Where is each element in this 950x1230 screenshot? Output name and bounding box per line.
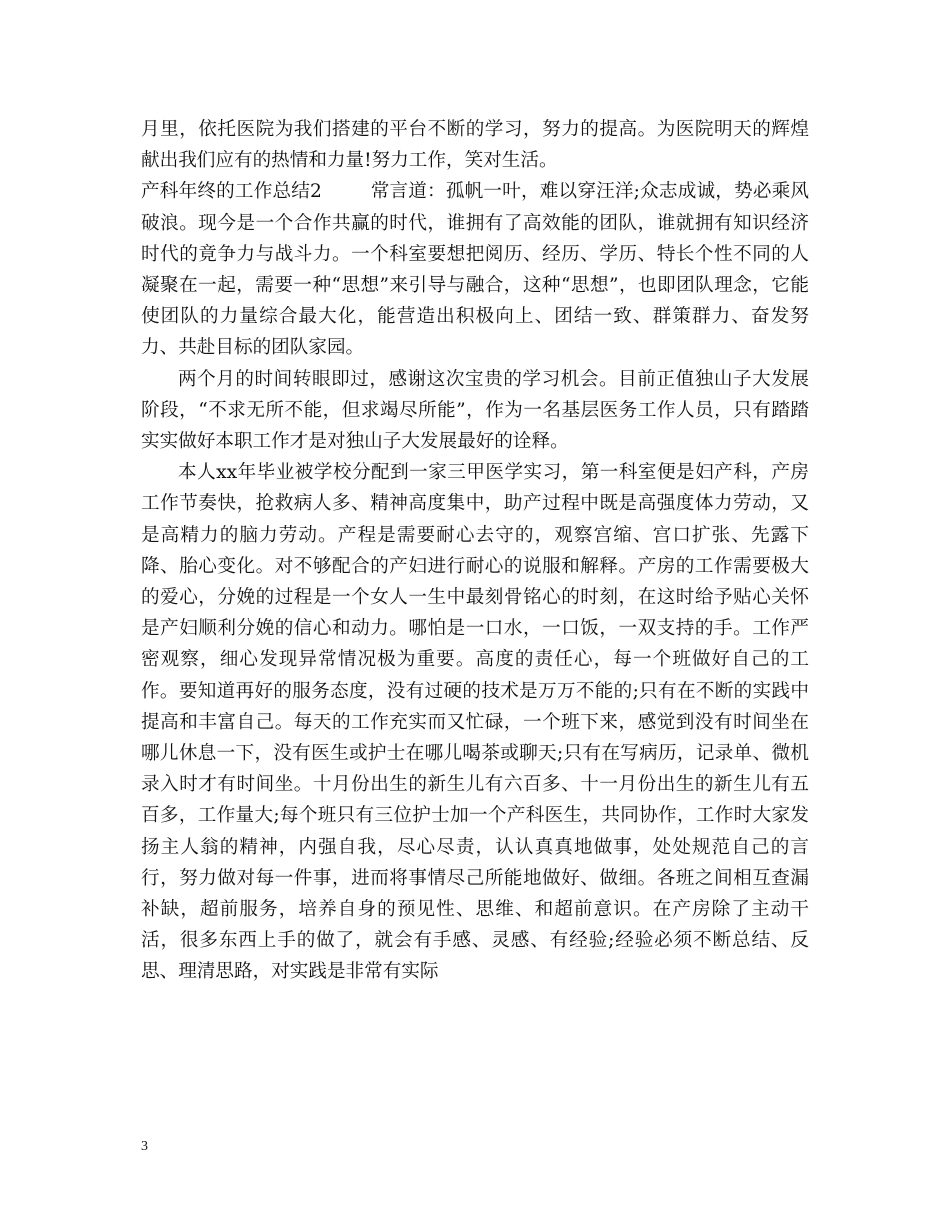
paragraph-3: 两个月的时间转眼即过，感谢这次宝贵的学习机会。目前正值独山子大发展阶段，“不求无所不能，但求竭尽所能”，作为一名基层医务工作人员，只有踏踏实实做好本职工作才是对独山子大发展最好的诠释。 [141, 368, 809, 453]
page-number: 3 [141, 1139, 148, 1154]
section-2-text: 常言道：孤帆一叶，难以穿汪洋;众志成诚，势必乘风破浪。现今是一个合作共赢的时代，谁拥有了高效能的团队，谁就拥有知识经济时代的竟争力与战斗力。一个科室要想把阅历、经历、学历、特长个性不同的人凝聚在一起，需要一种“思想”来引导与融合，这种“思想”，也即团队理念，它能使团队的力量综合最大化，能营造出积极向上、团结一致、群策群力、奋发努力、共赴目标的团队家园。 [141, 181, 809, 359]
paragraph-4: 本人xx年毕业被学校分配到一家三甲医学实习，第一科室便是妇产科，产房工作节奏快，抢救病人多、精神高度集中，助产过程中既是高强度体力劳动，又是高精力的脑力劳动。产程是需要耐心去守的，观察宫缩、宫口扩张、先露下降、胎心变化。对不够配合的产妇进行耐心的说服和解释。产房的工作需要极大的爱心，分娩的过程是一个女人一生中最刻骨铭心的时刻，在这时给予贴心关怀是产妇顺利分娩的信心和动力。哪怕是一口水，一口饭，一双支持的手。工作严密观察，细心发现异常情况极为重要。高度的责任心，每一个班做好自己的工作。要知道再好的服务态度，没有过硬的技术是万万不能的;只有在不断的实践中提高和丰富自己。每天的工作充实而又忙碌，一个班下来，感觉到没有时间坐在哪儿休息一下，没有医生或护士在哪儿喝茶或聊天;只有在写病历，记录单、微机录入时才有时间坐。十月份出生的新生儿有六百多、十一月份出生的新生儿有五百多，工作量大;每个班只有三位护士加一个产科医生，共同协作，工作时大家发扬主人翁的精神，内强自我，尽心尽责，认认真真地做事，处处规范自己的言行，努力做对每一件事，进而将事情尽己所能地做好、做细。各班之间相互查漏补缺，超前服务，培养自身的预见性、思维、和超前意识。在产房除了主动干活，很多东西上手的做了，就会有手感、灵感、有经验;经验必须不断总结、反思、理清思路，对实践是非常有实际 [141, 462, 809, 983]
section-heading: 产科年终的工作总结2 [141, 181, 322, 203]
paragraph-continuation: 月里，依托医院为我们搭建的平台不断的学习，努力的提高。为医院明天的辉煌献出我们应有的热情和力量!努力工作，笑对生活。 [141, 119, 809, 172]
document-body [141, 114, 809, 988]
heading-gap [322, 181, 371, 202]
paragraph-section-2 [141, 176, 809, 363]
